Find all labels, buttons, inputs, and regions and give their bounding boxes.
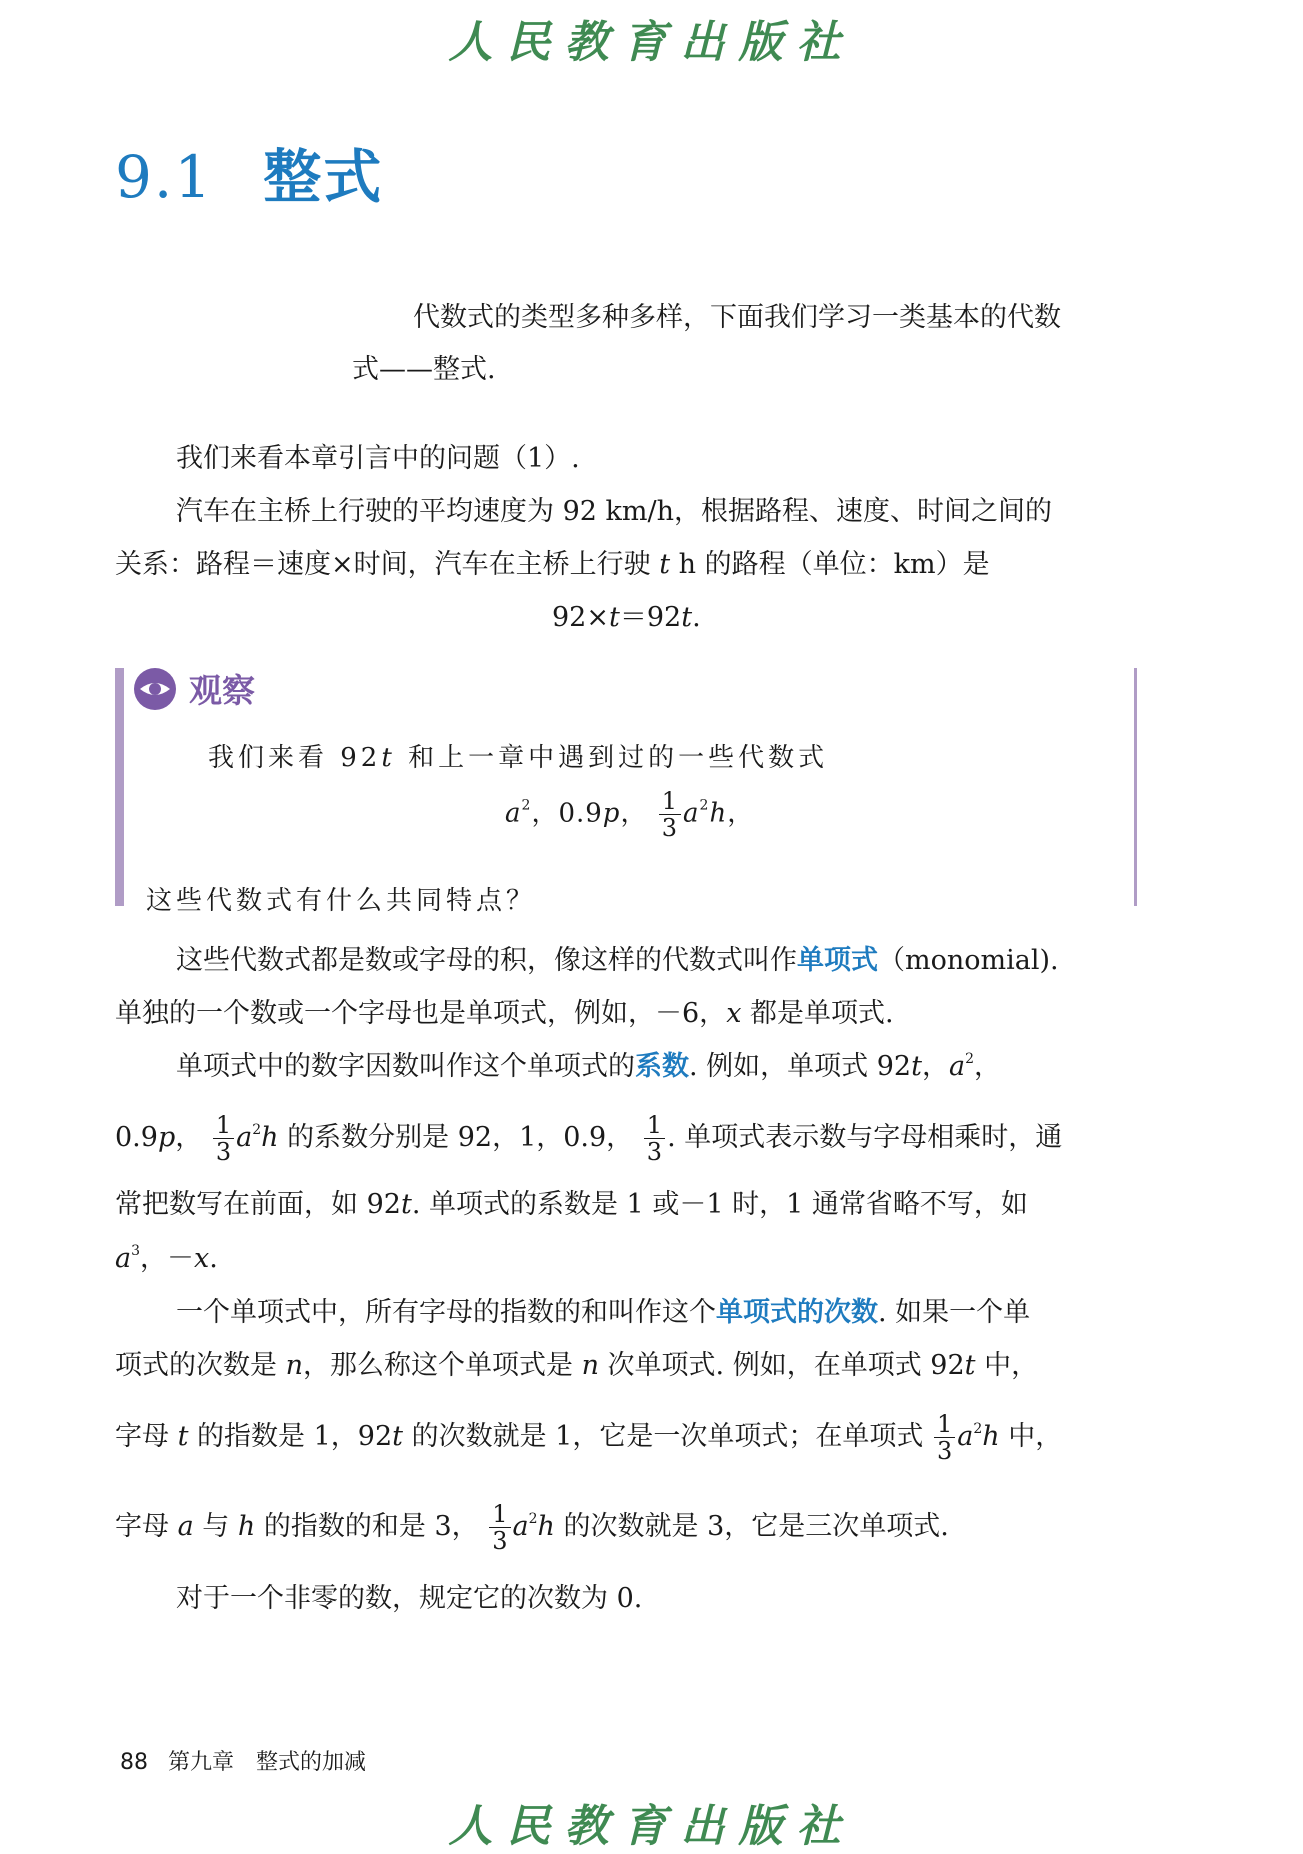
fraction-one-third: $\frac{1}{3}$ bbox=[489, 1501, 510, 1554]
publisher-logo-top: 人民教育出版社 bbox=[448, 17, 855, 68]
observe-question: 这些代数式有什么共同特点？ bbox=[146, 886, 537, 916]
degree-line-3: 字母 t 的指数是 1，92t 的次数就是 1，它是一次单项式；在单项式 $\frac{1}{3}$ $a^2h$ 中， bbox=[115, 1410, 1063, 1465]
term-degree: 单项式的次数 bbox=[716, 1297, 878, 1328]
degree-line-4: 字母 a 与 h 的指数的和是 3， $\frac{1}{3}$ $a^2h$ 的次数就是 3，它是三次单项式. bbox=[115, 1500, 949, 1555]
para-2-line-1: 汽车在主桥上行驶的平均速度为 92 km/h，根据路程、速度、时间之间的 bbox=[176, 496, 1052, 527]
formula-distance: 92×t＝92t. bbox=[552, 602, 701, 633]
fraction-one-third: $\frac{1}{3}$ bbox=[213, 1112, 234, 1165]
para-2-line-2: 关系：路程＝速度×时间，汽车在主桥上行驶 t h 的路程（单位：km）是 bbox=[115, 549, 990, 580]
observe-line-1: 我们来看 92t 和上一章中遇到过的一些代数式 bbox=[208, 743, 829, 773]
coef-line-4: $a^3$，－x. bbox=[115, 1243, 218, 1274]
coef-line-1: 单项式中的数字因数叫作这个单项式的系数. 例如，单项式 92t，$a^2$， bbox=[176, 1051, 1001, 1082]
page-footer bbox=[120, 1745, 366, 1776]
intro-line-2: 式——整式. bbox=[352, 354, 496, 385]
page-number: 88 bbox=[120, 1750, 148, 1775]
observe-heading: 观察 bbox=[133, 665, 255, 712]
fraction-one-third: $\frac{1}{3}$ bbox=[934, 1411, 955, 1464]
term-monomial: 单项式 bbox=[797, 945, 878, 976]
section-title bbox=[115, 130, 383, 214]
intro-line-1: 代数式的类型多种多样，下面我们学习一类基本的代数 bbox=[413, 302, 1061, 333]
para-1: 我们来看本章引言中的问题（1）. bbox=[176, 443, 580, 474]
coef-line-3: 常把数写在前面，如 92t. 单项式的系数是 1 或－1 时，1 通常省略不写，如 bbox=[115, 1189, 1028, 1220]
degree-zero-rule: 对于一个非零的数，规定它的次数为 0. bbox=[176, 1583, 643, 1614]
coef-line-2: 0.9p， $\frac{1}{3}$ $a^2h$ 的系数分别是 92，1，0.9， $\frac{1}{3}$ . 单项式表示数与字母相乘时，通 bbox=[115, 1111, 1063, 1166]
fraction-one-third: $\frac{1}{3}$ bbox=[644, 1112, 665, 1165]
observe-box bbox=[115, 668, 1137, 906]
section-name: 整式 bbox=[263, 143, 384, 211]
degree-line-2: 项式的次数是 n，那么称这个单项式是 n 次单项式. 例如，在单项式 92t 中， bbox=[115, 1350, 1039, 1381]
monomial-line-1: 这些代数式都是数或字母的积，像这样的代数式叫作单项式（monomial). bbox=[176, 945, 1059, 976]
monomial-line-2: 单独的一个数或一个字母也是单项式，例如，－6，x 都是单项式. bbox=[115, 998, 894, 1029]
section-number: 9.1 bbox=[115, 143, 214, 211]
observe-expressions: $a^2$，0.9p， $\frac{1}{3}$ $a^2h$， bbox=[505, 787, 755, 842]
fraction-one-third: $\frac{1}{3}$ bbox=[659, 788, 681, 841]
degree-line-1: 一个单项式中，所有字母的指数的和叫作这个单项式的次数. 如果一个单 bbox=[176, 1297, 1031, 1328]
chapter-title: 第九章 整式的加减 bbox=[168, 1750, 367, 1775]
eye-icon bbox=[133, 667, 177, 711]
publisher-logo-bottom: 人民教育出版社 bbox=[448, 1801, 855, 1852]
term-coefficient: 系数 bbox=[635, 1051, 689, 1082]
